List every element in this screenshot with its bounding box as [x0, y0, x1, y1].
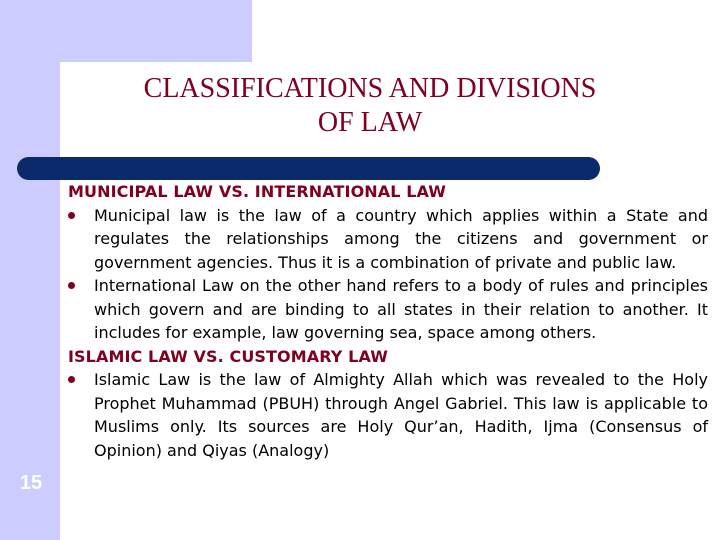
slide-body [68, 180, 708, 462]
page-number: 15 [19, 472, 43, 494]
bullet-text: International Law on the other hand refers to a body of rules and principles which govern and are binding to all states in their relation to another. It includes for example, law governing sea, space among others. [94, 276, 708, 342]
top-left-block [0, 0, 252, 62]
bullet-dot-icon [68, 282, 75, 289]
bullet-dot-icon [68, 376, 75, 383]
section-heading-islamic-customary: ISLAMIC LAW VS. CUSTOMARY LAW [68, 346, 388, 366]
slide-title-line-2: OF LAW [317, 107, 423, 138]
slide-title-line-1: CLASSIFICATIONS AND DIVISIONS [143, 73, 597, 104]
bullet-municipal-law [68, 204, 708, 275]
left-sidebar-band [0, 0, 60, 540]
slide-title [60, 72, 680, 140]
bullet-text: Municipal law is the law of a country which applies within a State and regulates the relationships among the citizens and government or government agencies. Thus it is a combination of private and public law. [94, 205, 708, 272]
bullet-dot-icon [68, 212, 75, 219]
bullet-international-law [68, 274, 708, 345]
bullet-islamic-law [68, 368, 708, 462]
section-heading-municipal-international: MUNICIPAL LAW VS. INTERNATIONAL LAW [68, 182, 447, 201]
title-divider-band [17, 157, 600, 180]
bullet-text: Islamic Law is the law of Almighty Allah which was revealed to the Holy Prophet Muhammad (PBUH) through Angel Gabriel. This law is applicable to Muslims only. Its sources are Holy Qur’an, Hadith, Ijma (Consensus of Opinion) and Qiyas (Analogy) [94, 370, 708, 460]
